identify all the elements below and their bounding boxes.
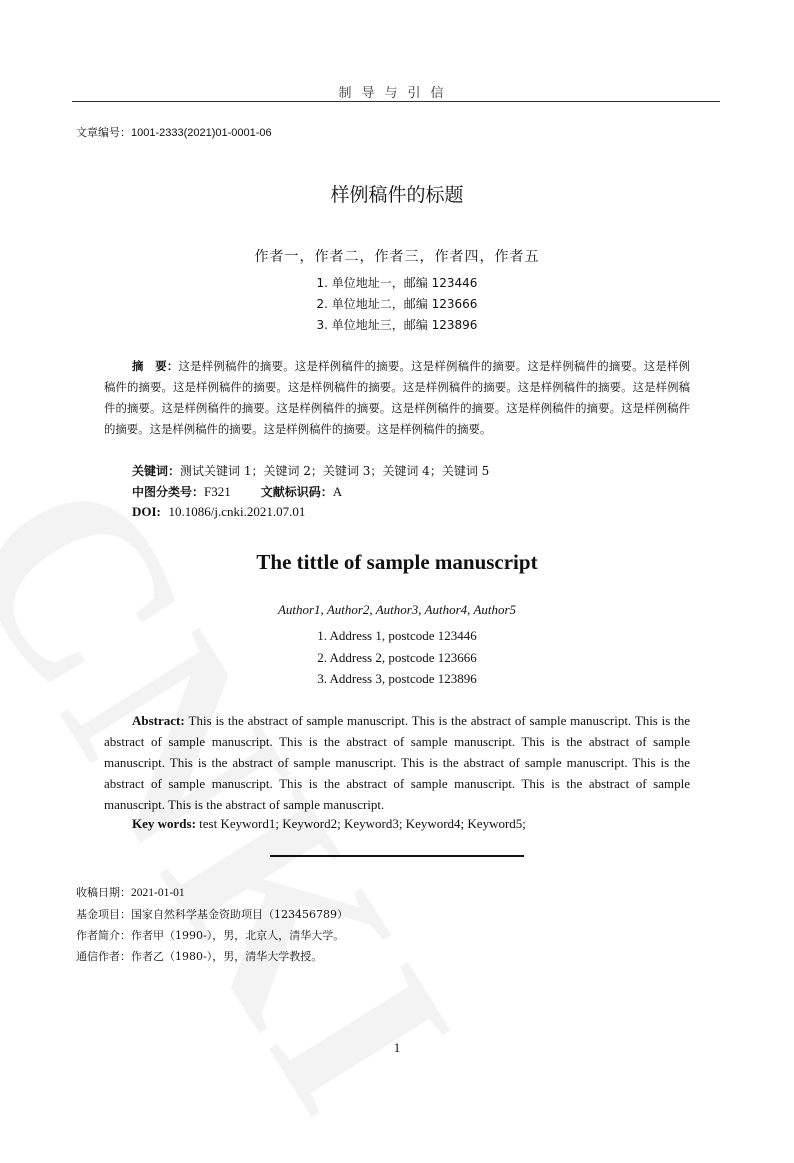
doc-code-value: A bbox=[332, 484, 343, 499]
abstract-cn-label: 摘 要： bbox=[132, 359, 179, 373]
clc-value: F321 bbox=[204, 484, 231, 499]
abstract-en-text: This is the abstract of sample manuscript. This is the abstract of sample manuscript. This is the abstract of sample manuscript. This is the abstract of sample manuscript. This is the abstract of sample manuscript. This is the abstract of sample manuscript. This is the abstract of sample manuscript. This is the abstract of sample manuscript. This is the abstract of sample manuscript. This is the abstract of sample manuscript. This is the abstract of sample manuscript. bbox=[104, 713, 691, 812]
footnote-fund-value: 国家自然科学基金资助项目（123456789） bbox=[131, 908, 348, 921]
footnote-corresponding-label: 通信作者： bbox=[76, 950, 131, 963]
clc-label: 中图分类号： bbox=[132, 485, 205, 499]
footnote-received bbox=[76, 884, 185, 900]
doi bbox=[132, 504, 305, 520]
keywords-cn bbox=[132, 462, 489, 479]
footnote-fund bbox=[76, 906, 348, 922]
footnote-separator bbox=[270, 855, 524, 857]
address-cn-3: 3. 单位地址三，邮编 123896 bbox=[316, 318, 478, 332]
article-number-label: 文章编号： bbox=[76, 126, 131, 139]
address-cn-2: 2. 单位地址二，邮编 123666 bbox=[316, 297, 478, 311]
address-en-2: 2. Address 2, postcode 123666 bbox=[317, 650, 477, 665]
journal-header: 制导与引信 bbox=[338, 86, 454, 101]
keywords-en-label: Key words: bbox=[132, 816, 196, 831]
footnote-author-bio bbox=[76, 927, 344, 943]
keywords-cn-value: 测试关键词 1；关键词 2；关键词 3；关键词 4；关键词 5 bbox=[180, 464, 490, 478]
article-number-value: 1001-2333(2021)01-0001-06 bbox=[131, 127, 272, 139]
footnote-fund-label: 基金项目： bbox=[76, 908, 131, 921]
doi-label: DOI: bbox=[132, 504, 161, 519]
doi-value: 10.1086/j.cnki.2021.07.01 bbox=[168, 504, 306, 519]
footnote-received-value: 2021-01-01 bbox=[131, 887, 185, 899]
article-number bbox=[76, 124, 272, 140]
address-en-1: 1. Address 1, postcode 123446 bbox=[317, 628, 477, 643]
footnote-author-bio-label: 作者简介： bbox=[76, 929, 131, 942]
title-en: The tittle of sample manuscript bbox=[256, 550, 538, 574]
footnote-author-bio-value: 作者甲（1990-），男，北京人，清华大学。 bbox=[131, 929, 345, 942]
authors-cn: 作者一，作者二，作者三，作者四，作者五 bbox=[254, 249, 540, 265]
abstract-cn-text: 这是样例稿件的摘要。这是样例稿件的摘要。这是样例稿件的摘要。这是样例稿件的摘要。这是样例稿件的摘要。这是样例稿件的摘要。这是样例稿件的摘要。这是样例稿件的摘要。这是样例稿件的摘要。这是样例稿件的摘要。这是样例稿件的摘要。这是样例稿件的摘要。这是样例稿件的摘要。这是样例稿件的摘要。这是样例稿件的摘要。这是样例稿件的摘要。这是样例稿件的摘要。这是样例稿件的摘要。 bbox=[104, 359, 690, 436]
abstract-cn bbox=[104, 356, 690, 440]
doc-code-label: 文献标识码： bbox=[260, 485, 333, 499]
address-en-3: 3. Address 3, postcode 123896 bbox=[317, 671, 477, 686]
keywords-en-value: test Keyword1; Keyword2; Keyword3; Keyword4; Keyword5; bbox=[199, 816, 526, 831]
footnote-corresponding-value: 作者乙（1980-），男，清华大学教授。 bbox=[131, 950, 323, 963]
footnote-corresponding bbox=[76, 948, 322, 964]
abstract-en-label: Abstract: bbox=[132, 713, 185, 728]
address-cn-1: 1. 单位地址一，邮编 123446 bbox=[316, 276, 478, 290]
page-number: 1 bbox=[393, 1040, 401, 1055]
abstract-en bbox=[104, 710, 690, 815]
authors-en: Author1, Author2, Author3, Author4, Author5 bbox=[277, 602, 517, 617]
footnote-received-label: 收稿日期： bbox=[76, 886, 131, 899]
keywords-cn-label: 关键词： bbox=[132, 464, 181, 478]
keywords-en bbox=[132, 816, 526, 832]
classification bbox=[132, 483, 342, 500]
header-rule bbox=[72, 101, 720, 102]
title-cn: 样例稿件的标题 bbox=[330, 184, 464, 206]
